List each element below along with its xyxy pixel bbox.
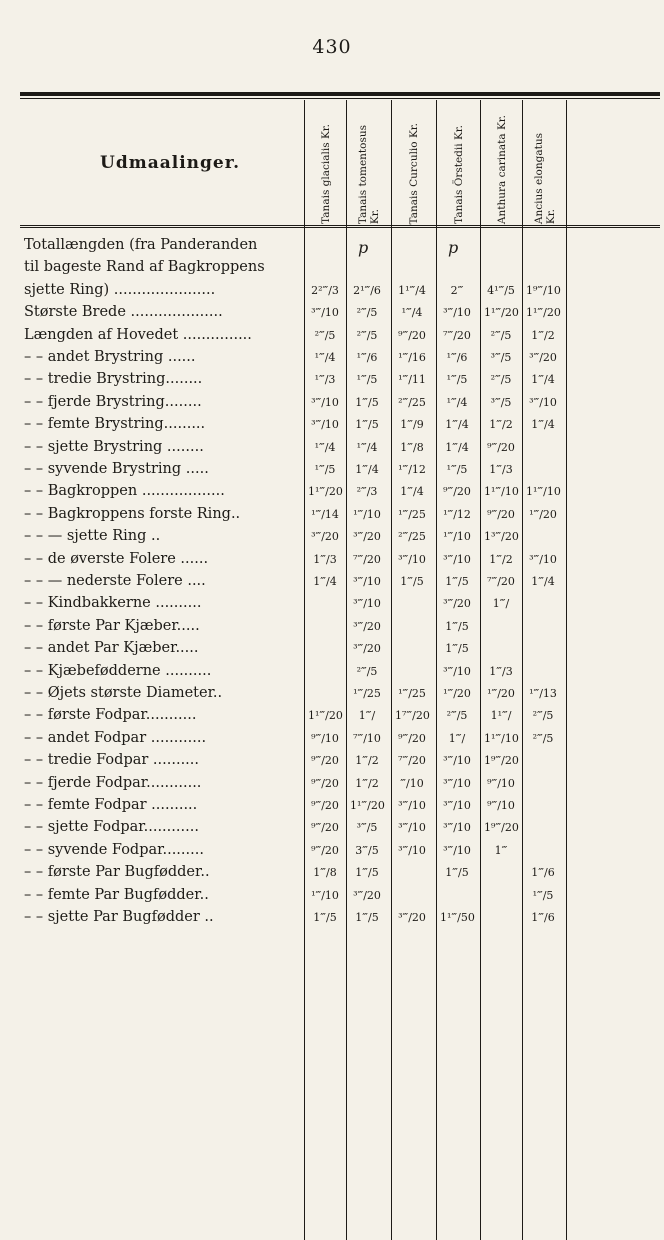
row-label: – – syvende Brystring ..... bbox=[24, 461, 209, 477]
table-cell: ³‴/10 bbox=[443, 664, 471, 678]
table-cell: ²‴/5 bbox=[532, 731, 554, 745]
column-header-label: Tanais Örstedii Kr. bbox=[452, 125, 465, 224]
table-cell: ¹‴/20 bbox=[529, 507, 557, 521]
table-cell: 1¹‴/20 bbox=[308, 709, 343, 723]
table-cell: ³‴/10 bbox=[443, 306, 471, 320]
column-header-label: Ancius elongatus Kr. bbox=[532, 132, 557, 224]
table-cell: 1‴/5 bbox=[355, 395, 379, 409]
column-header-label: Tanais Curculio Kr. bbox=[408, 122, 420, 224]
row-label: – – fjerde Brystring........ bbox=[24, 393, 202, 410]
column-divider bbox=[436, 100, 437, 1240]
table-cell: ³‴/10 bbox=[311, 418, 339, 432]
table-cell: ¹‴/16 bbox=[398, 351, 426, 364]
table-cell: 1‴/5 bbox=[445, 575, 469, 588]
table-cell: 1¹‴/ bbox=[490, 709, 512, 723]
table-cell: 1‴/3 bbox=[489, 463, 513, 476]
table-cell: ⁹‴/10 bbox=[311, 731, 339, 745]
table-cell: ³‴/10 bbox=[353, 597, 381, 611]
table-cell: ³‴/10 bbox=[443, 799, 471, 812]
table-cell: 1‴/8 bbox=[400, 440, 424, 454]
table-cell: 1‴/3 bbox=[313, 552, 337, 566]
table-cell: ³‴/5 bbox=[490, 351, 512, 364]
table-cell: ¹‴/4 bbox=[314, 440, 336, 454]
table-cell: 1‴/3 bbox=[489, 664, 513, 678]
table-cell: 1‴/ bbox=[358, 709, 376, 723]
table-cell: ¹‴/13 bbox=[529, 687, 557, 700]
column-header-label: Anthura carinata Kr. bbox=[495, 114, 508, 224]
table-cell: ⁹‴/20 bbox=[398, 731, 426, 745]
table-cell: 1‴/2 bbox=[355, 754, 379, 768]
row-label: – – Kjæbefødderne .......... bbox=[24, 662, 212, 679]
row-label: – – andet Par Kjæber..... bbox=[24, 640, 199, 657]
row-label: – – — nederste Folere .... bbox=[24, 573, 206, 589]
table-cell: ¹‴/20 bbox=[487, 687, 515, 700]
table-cell: ³‴/10 bbox=[353, 575, 381, 588]
table-cell: 1¹‴/20 bbox=[350, 799, 385, 812]
table-cell: 1‴/6 bbox=[531, 911, 555, 924]
column-divider bbox=[391, 100, 392, 1240]
table-cell: ³‴/10 bbox=[311, 306, 339, 320]
row-label: – – første Par Bugfødder.. bbox=[24, 864, 210, 881]
table-cell: ³‴/10 bbox=[529, 552, 557, 566]
table-cell: 1‴/5 bbox=[400, 575, 424, 588]
column-divider bbox=[304, 100, 305, 1240]
table-cell: 1¹‴/10 bbox=[484, 731, 519, 745]
row-label: – – femte Par Bugfødder.. bbox=[24, 886, 209, 903]
table-cell: ⁹‴/20 bbox=[443, 485, 471, 499]
row-label: sjette Ring) ...................... bbox=[24, 281, 216, 298]
table-cell: ²‴/5 bbox=[532, 709, 554, 723]
table-cell: 2²‴/3 bbox=[311, 283, 339, 297]
table-cell: ⁷‴/20 bbox=[353, 552, 381, 566]
table-cell: 1‴/5 bbox=[313, 911, 337, 924]
table-cell: ³‴/20 bbox=[398, 911, 426, 924]
row-label: – – de øverste Folere ...... bbox=[24, 550, 209, 567]
table-cell: ²‴/3 bbox=[356, 485, 378, 499]
table-cell: 1‴/5 bbox=[445, 619, 469, 633]
table-cell: ¹‴/6 bbox=[356, 351, 378, 364]
table-cell: ⁹‴/10 bbox=[487, 799, 515, 812]
table-cell: ⁹‴/20 bbox=[311, 754, 339, 768]
table-cell: ¹‴/3 bbox=[314, 373, 336, 387]
table-cell: ¹‴/14 bbox=[311, 507, 339, 521]
table-cell: ²‴/5 bbox=[356, 306, 378, 320]
table-cell: ⁷‴/20 bbox=[398, 754, 426, 768]
row-label: – – andet Fodpar ............ bbox=[24, 729, 207, 746]
table-cell: 2‴ bbox=[450, 283, 464, 297]
table-cell: 1³‴/20 bbox=[484, 530, 519, 544]
column-header bbox=[481, 100, 522, 224]
table-cell: ²‴/5 bbox=[356, 328, 378, 342]
table-cell: 1‴/4 bbox=[531, 418, 555, 432]
top-rule-thin bbox=[20, 98, 660, 99]
table-cell: 1‴/5 bbox=[445, 866, 469, 880]
table-cell: 1‴/4 bbox=[445, 418, 469, 432]
row-label: – – syvende Fodpar......... bbox=[24, 841, 204, 858]
table-cell: ³‴/10 bbox=[398, 843, 426, 857]
page-number: 430 bbox=[312, 36, 352, 58]
table-cell: 1‴/5 bbox=[355, 911, 379, 924]
table-cell: 1‴/ bbox=[492, 597, 510, 611]
table-cell: ⁷‴/10 bbox=[353, 731, 381, 745]
table-cell: ¹‴/10 bbox=[311, 888, 339, 902]
table-cell: 1‴/4 bbox=[445, 440, 469, 454]
table-cell: ²‴/5 bbox=[490, 373, 512, 387]
table-cell: 1‴/4 bbox=[355, 463, 379, 476]
table-cell: ²‴/25 bbox=[398, 530, 426, 544]
table-cell: 1‴/6 bbox=[531, 866, 555, 880]
table-cell: 1‴/2 bbox=[489, 552, 513, 566]
table-cell: 1‴/4 bbox=[313, 575, 337, 588]
table-cell: 3‴/5 bbox=[355, 843, 379, 857]
table-cell: 1‴/4 bbox=[400, 485, 424, 499]
table-cell: ¹‴/5 bbox=[532, 888, 554, 902]
table-cell: ⁷‴/20 bbox=[443, 328, 471, 342]
table-cell: 1⁹‴/20 bbox=[484, 754, 519, 768]
table-cell: ¹‴/5 bbox=[356, 373, 378, 387]
row-label: – – femte Brystring......... bbox=[24, 416, 206, 433]
table-cell: 1‴/2 bbox=[355, 776, 379, 790]
column-header bbox=[392, 100, 436, 224]
table-cell: ⁹‴/20 bbox=[311, 776, 339, 790]
table-cell: 1⁹‴/10 bbox=[526, 283, 561, 297]
table-cell: ³‴/10 bbox=[311, 395, 339, 409]
table-cell: ⁹‴/10 bbox=[487, 776, 515, 790]
table-cell: ¹‴/5 bbox=[314, 463, 336, 476]
table-cell: ³‴/20 bbox=[353, 619, 381, 633]
table-cell: 1‴/4 bbox=[531, 575, 555, 588]
table-cell: ²‴/5 bbox=[446, 709, 468, 723]
table-header-title: Udmaalinger. bbox=[100, 153, 241, 173]
table-cell: ¹‴/6 bbox=[446, 351, 468, 364]
table-cell: ⁹‴/20 bbox=[311, 843, 339, 857]
row-label: – – sjette Par Bugfødder .. bbox=[24, 909, 214, 925]
table-cell: ¹‴/11 bbox=[398, 373, 426, 387]
table-cell: 1¹‴/20 bbox=[308, 485, 343, 499]
row-label: – – fjerde Fodpar............ bbox=[24, 774, 202, 791]
row-label: – – Øjets største Diameter.. bbox=[24, 685, 223, 701]
table-cell: ¹‴/25 bbox=[353, 687, 381, 700]
column-header-label: Tanais tomentosus Kr. bbox=[357, 124, 381, 224]
table-cell: ³‴/10 bbox=[398, 552, 426, 566]
table-cell: ¹‴/25 bbox=[398, 687, 426, 700]
table-cell: 1¹‴/50 bbox=[440, 911, 475, 924]
column-divider bbox=[480, 100, 481, 1240]
table-cell: ⁹‴/20 bbox=[398, 328, 426, 342]
table-cell: ²‴/25 bbox=[398, 395, 426, 409]
table-cell: 1⁹‴/20 bbox=[484, 821, 519, 835]
table-cell: ³‴/10 bbox=[443, 776, 471, 790]
table-cell: ²‴/5 bbox=[314, 328, 336, 342]
table-cell: 1‴/5 bbox=[355, 866, 379, 880]
table-cell: ²‴/5 bbox=[490, 328, 512, 342]
row-label: – – Bagkroppens forste Ring.. bbox=[24, 505, 241, 522]
row-label: – – sjette Fodpar............ bbox=[24, 819, 199, 836]
table-cell: ¹‴/4 bbox=[446, 395, 468, 409]
p-mark: p bbox=[358, 238, 369, 257]
table-cell: ¹‴/10 bbox=[443, 530, 471, 544]
row-label: – – andet Brystring ...... bbox=[24, 349, 196, 365]
table-cell: 1¹‴/4 bbox=[398, 283, 426, 297]
row-label: – – — sjette Ring .. bbox=[24, 528, 161, 545]
row-label: til bageste Rand af Bagkroppens bbox=[24, 259, 265, 276]
table-cell: ‴/10 bbox=[400, 776, 424, 790]
table-cell: ¹‴/5 bbox=[446, 373, 468, 387]
column-divider bbox=[566, 100, 567, 1240]
table-cell: ²‴/5 bbox=[356, 664, 378, 678]
row-label: – – Bagkroppen .................. bbox=[24, 483, 225, 500]
row-label: – – femte Fodpar .......... bbox=[24, 797, 198, 813]
table-cell: ¹‴/12 bbox=[443, 507, 471, 521]
row-label: – – tredie Brystring........ bbox=[24, 371, 203, 388]
table-cell: ¹‴/4 bbox=[314, 351, 336, 364]
table-cell: 1¹‴/10 bbox=[526, 485, 561, 499]
column-divider bbox=[346, 100, 347, 1240]
table-cell: 1¹‴/20 bbox=[526, 306, 561, 320]
table-cell: 1‴/4 bbox=[531, 373, 555, 387]
table-cell: ³‴/5 bbox=[356, 821, 378, 835]
table-cell: 1‴/5 bbox=[355, 418, 379, 432]
table-cell: ¹‴/20 bbox=[443, 687, 471, 700]
row-label: – – første Par Kjæber..... bbox=[24, 617, 200, 634]
row-label: Største Brede .................... bbox=[24, 304, 223, 321]
row-label: – – Kindbakkerne .......... bbox=[24, 595, 202, 612]
column-header bbox=[437, 100, 480, 224]
table-cell: ⁹‴/20 bbox=[311, 821, 339, 835]
column-header bbox=[347, 100, 391, 224]
table-cell: ¹‴/5 bbox=[446, 463, 468, 476]
table-cell: 1‴/ bbox=[448, 731, 466, 745]
column-header bbox=[305, 100, 346, 224]
table-cell: 1‴/2 bbox=[531, 328, 555, 342]
table-cell: ⁹‴/20 bbox=[487, 507, 515, 521]
row-label: – – tredie Fodpar .......... bbox=[24, 752, 200, 769]
column-header-label: Tanais glacialis Kr. bbox=[319, 124, 332, 224]
table-cell: ³‴/10 bbox=[398, 821, 426, 835]
row-label: Totallængden (fra Panderanden bbox=[24, 237, 258, 253]
header-rule bbox=[20, 225, 660, 231]
table-cell: ³‴/20 bbox=[311, 530, 339, 544]
table-cell: 1‴/5 bbox=[445, 642, 469, 656]
table-cell: ¹‴/25 bbox=[398, 507, 426, 521]
table-cell: ³‴/20 bbox=[353, 888, 381, 902]
table-cell: ³‴/10 bbox=[443, 754, 471, 768]
table-cell: ³‴/10 bbox=[443, 821, 471, 835]
table-cell: ³‴/20 bbox=[353, 642, 381, 656]
table-cell: 1‴/9 bbox=[400, 418, 424, 432]
table-cell: 1‴/8 bbox=[313, 866, 337, 880]
table-cell: ¹‴/4 bbox=[356, 440, 378, 454]
table-cell: ⁷‴/20 bbox=[487, 575, 515, 588]
column-divider bbox=[522, 100, 523, 1240]
table-cell: 1‴/2 bbox=[489, 418, 513, 432]
table-cell: 1¹‴/20 bbox=[484, 306, 519, 320]
table-cell: 1¹‴/10 bbox=[484, 485, 519, 499]
table-cell: 4¹‴/5 bbox=[487, 283, 515, 297]
column-header bbox=[523, 100, 566, 224]
row-label: – – sjette Brystring ........ bbox=[24, 438, 204, 455]
table-cell: ⁹‴/20 bbox=[311, 799, 339, 812]
table-cell: ³‴/20 bbox=[529, 351, 557, 364]
row-label: Længden af Hovedet ............... bbox=[24, 326, 252, 343]
table-cell: ³‴/10 bbox=[443, 552, 471, 566]
table-cell: ¹‴/10 bbox=[353, 507, 381, 521]
table-cell: ¹‴/12 bbox=[398, 463, 426, 476]
table-cell: ⁹‴/20 bbox=[487, 440, 515, 454]
top-rule bbox=[20, 92, 660, 96]
table-cell: ³‴/20 bbox=[353, 530, 381, 544]
table-cell: 2¹‴/6 bbox=[353, 283, 381, 297]
table-cell: ³‴/10 bbox=[443, 843, 471, 857]
table-cell: ¹‴/4 bbox=[401, 306, 423, 320]
table-cell: ³‴/20 bbox=[443, 597, 471, 611]
table-cell: ³‴/10 bbox=[398, 799, 426, 812]
table-cell: ³‴/10 bbox=[529, 395, 557, 409]
row-label: – – første Fodpar........... bbox=[24, 707, 197, 724]
table-cell: 1‴ bbox=[494, 843, 508, 857]
table-cell: 1⁷‴/20 bbox=[395, 709, 430, 723]
table-cell: ³‴/5 bbox=[490, 395, 512, 409]
p-mark: p bbox=[448, 238, 459, 257]
